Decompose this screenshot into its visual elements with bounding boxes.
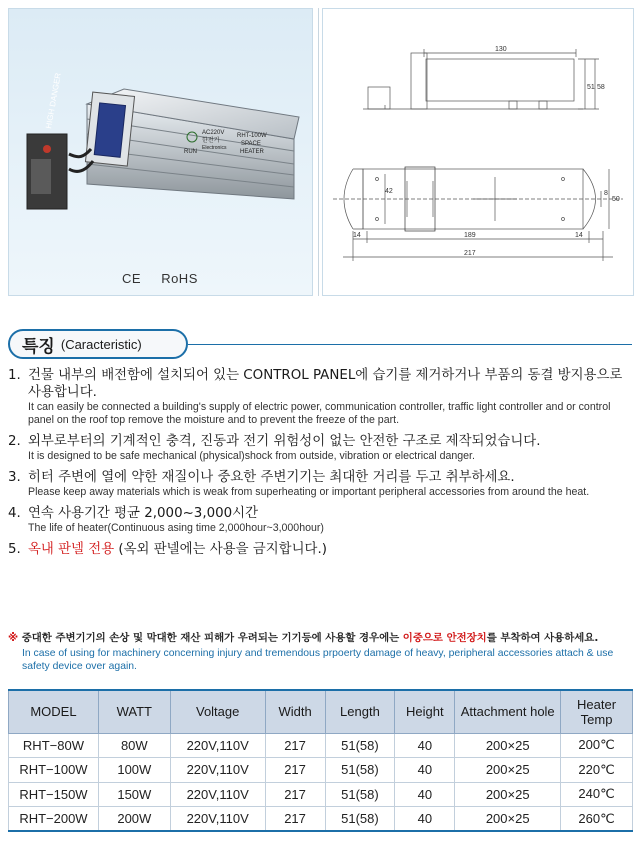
cell-heater-temp: 240℃ bbox=[561, 782, 633, 807]
dim-217: 217 bbox=[464, 250, 476, 257]
cell-model: RHT−100W bbox=[9, 758, 99, 783]
feature-list bbox=[8, 367, 628, 564]
cell-watt: 200W bbox=[98, 807, 170, 832]
col-heater-temp: Heater Temp bbox=[561, 690, 633, 733]
dim-side-51: 51 bbox=[587, 84, 595, 91]
type2-label: HEATER bbox=[240, 149, 264, 155]
warning-ko-b: 를 부착하여 사용하세요. bbox=[486, 632, 599, 644]
cell-watt: 150W bbox=[98, 782, 170, 807]
warning-mark: ※ bbox=[8, 632, 19, 644]
col-attachment-hole: Attachment hole bbox=[455, 690, 561, 733]
heading-ko: 특징 bbox=[22, 336, 55, 357]
cell-attachment-hole: 200×25 bbox=[455, 733, 561, 758]
cell-model: RHT−150W bbox=[9, 782, 99, 807]
cell-length: 51(58) bbox=[325, 758, 395, 783]
feature-ko-red: 옥내 판넬 전용 bbox=[28, 542, 115, 557]
feature-number: 1. bbox=[8, 368, 21, 383]
danger-label: HIGH DANGER bbox=[44, 72, 63, 130]
dim-right-50: 50 bbox=[612, 196, 620, 203]
dim-left-42: 42 bbox=[385, 188, 393, 195]
divider bbox=[318, 8, 319, 296]
cell-watt: 100W bbox=[98, 758, 170, 783]
dim-side-58: 58 bbox=[597, 84, 605, 91]
col-watt: WATT bbox=[98, 690, 170, 733]
dim-14-left: 14 bbox=[353, 232, 361, 239]
feature-number: 5. bbox=[8, 542, 21, 557]
feature-en: The life of heater(Continuous asing time 2,000hour~3,000hour) bbox=[28, 522, 324, 534]
cell-voltage: 220V,110V bbox=[170, 733, 265, 758]
cell-model: RHT−80W bbox=[9, 733, 99, 758]
col-model: MODEL bbox=[9, 690, 99, 733]
cell-attachment-hole: 200×25 bbox=[455, 758, 561, 783]
col-voltage: Voltage bbox=[170, 690, 265, 733]
characteristic-heading bbox=[8, 329, 188, 359]
certifications bbox=[122, 271, 214, 286]
feature-ko: (옥외 판넬에는 사용을 금지합니다.) bbox=[114, 542, 327, 557]
product-photo bbox=[9, 9, 314, 259]
heading-rule bbox=[188, 344, 632, 345]
warning-ko-red: 이중으로 안전장치 bbox=[402, 632, 487, 644]
warning-en: In case of using for machinery concerning injury and tremendous prpoerty damage of heavy, peripheral accessories attach & use safety device over again. bbox=[22, 648, 614, 672]
feature-ko: 연속 사용기간 평균 2,000~3,000시간 bbox=[28, 506, 259, 521]
run-label: RUN bbox=[184, 149, 197, 155]
cell-height: 40 bbox=[395, 733, 455, 758]
feature-ko: 건물 내부의 배전함에 설치되어 있는 CONTROL PANEL에 습기를 제거하거나 부품의 동결 방지용으로 사용합니다. bbox=[28, 368, 623, 400]
cell-model: RHT−200W bbox=[9, 807, 99, 832]
model-label: RHT-100W bbox=[237, 133, 267, 139]
feature-en: It is designed to be safe mechanical (physical)shock from outside, vibration or electrical danger. bbox=[28, 450, 475, 462]
dim-14-right: 14 bbox=[575, 232, 583, 239]
cell-heater-temp: 220℃ bbox=[561, 758, 633, 783]
spec-table bbox=[8, 689, 633, 832]
dim-right-8: 8 bbox=[604, 190, 608, 197]
feature-item bbox=[8, 505, 628, 535]
side-view bbox=[363, 49, 599, 109]
table-row bbox=[9, 807, 633, 832]
cell-voltage: 220V,110V bbox=[170, 807, 265, 832]
technical-drawing bbox=[323, 9, 635, 297]
cell-voltage: 220V,110V bbox=[170, 758, 265, 783]
cell-watt: 80W bbox=[98, 733, 170, 758]
cell-length: 51(58) bbox=[325, 807, 395, 832]
cell-width: 217 bbox=[265, 733, 325, 758]
feature-number: 2. bbox=[8, 434, 21, 449]
warning-ko-a: 중대한 주변기기의 손상 및 막대한 재산 피해가 우려되는 기기등에 사용할 경우에는 bbox=[18, 632, 403, 644]
cell-height: 40 bbox=[395, 782, 455, 807]
feature-item bbox=[8, 541, 628, 558]
cell-attachment-hole: 200×25 bbox=[455, 807, 561, 832]
maker-ko-label: 한전기 bbox=[202, 137, 220, 144]
cell-length: 51(58) bbox=[325, 733, 395, 758]
cell-voltage: 220V,110V bbox=[170, 782, 265, 807]
product-overview bbox=[0, 0, 640, 300]
top-view bbox=[333, 167, 623, 261]
table-row bbox=[9, 758, 633, 783]
voltage-label: AC220V bbox=[202, 130, 225, 136]
product-photo-panel bbox=[8, 8, 313, 296]
col-width: Width bbox=[265, 690, 325, 733]
table-row bbox=[9, 733, 633, 758]
warning-note bbox=[8, 631, 634, 673]
col-length: Length bbox=[325, 690, 395, 733]
feature-item bbox=[8, 433, 628, 463]
feature-item bbox=[8, 367, 628, 427]
rohs-mark: RoHS bbox=[161, 271, 198, 286]
feature-en: It can easily be connected a building's supply of electric power, communication controller, traffic light controller and or control panel on the roof top remove the moisture and to prevent the freeze of the part. bbox=[28, 401, 611, 426]
dim-top-length: 130 bbox=[495, 46, 507, 53]
feature-number: 3. bbox=[8, 470, 21, 485]
feature-en: Please keep away materials which is weak from superheating or important peripheral accessories from around the heat. bbox=[28, 486, 590, 498]
type1-label: SPACE bbox=[241, 141, 261, 147]
cell-width: 217 bbox=[265, 782, 325, 807]
feature-item bbox=[8, 469, 628, 499]
table-row bbox=[9, 782, 633, 807]
heading-en: (Caracteristic) bbox=[60, 336, 142, 352]
feature-ko: 히터 주변에 열에 약한 재질이나 중요한 주변기기는 최대한 거리를 두고 취부하세요. bbox=[28, 470, 515, 485]
maker-en-label: Electronics bbox=[202, 145, 227, 151]
cell-length: 51(58) bbox=[325, 782, 395, 807]
cell-heater-temp: 200℃ bbox=[561, 733, 633, 758]
col-height: Height bbox=[395, 690, 455, 733]
cell-width: 217 bbox=[265, 758, 325, 783]
dim-189: 189 bbox=[464, 232, 476, 239]
cell-heater-temp: 260℃ bbox=[561, 807, 633, 832]
cell-attachment-hole: 200×25 bbox=[455, 782, 561, 807]
cell-height: 40 bbox=[395, 807, 455, 832]
ce-mark: CE bbox=[122, 271, 142, 286]
technical-drawing-panel bbox=[322, 8, 634, 296]
feature-number: 4. bbox=[8, 506, 21, 521]
cell-height: 40 bbox=[395, 758, 455, 783]
feature-ko: 외부로부터의 기계적인 충격, 진동과 전기 위험성이 없는 안전한 구조로 제작되었습니다. bbox=[28, 434, 541, 449]
cell-width: 217 bbox=[265, 807, 325, 832]
table-header-row bbox=[9, 690, 633, 733]
